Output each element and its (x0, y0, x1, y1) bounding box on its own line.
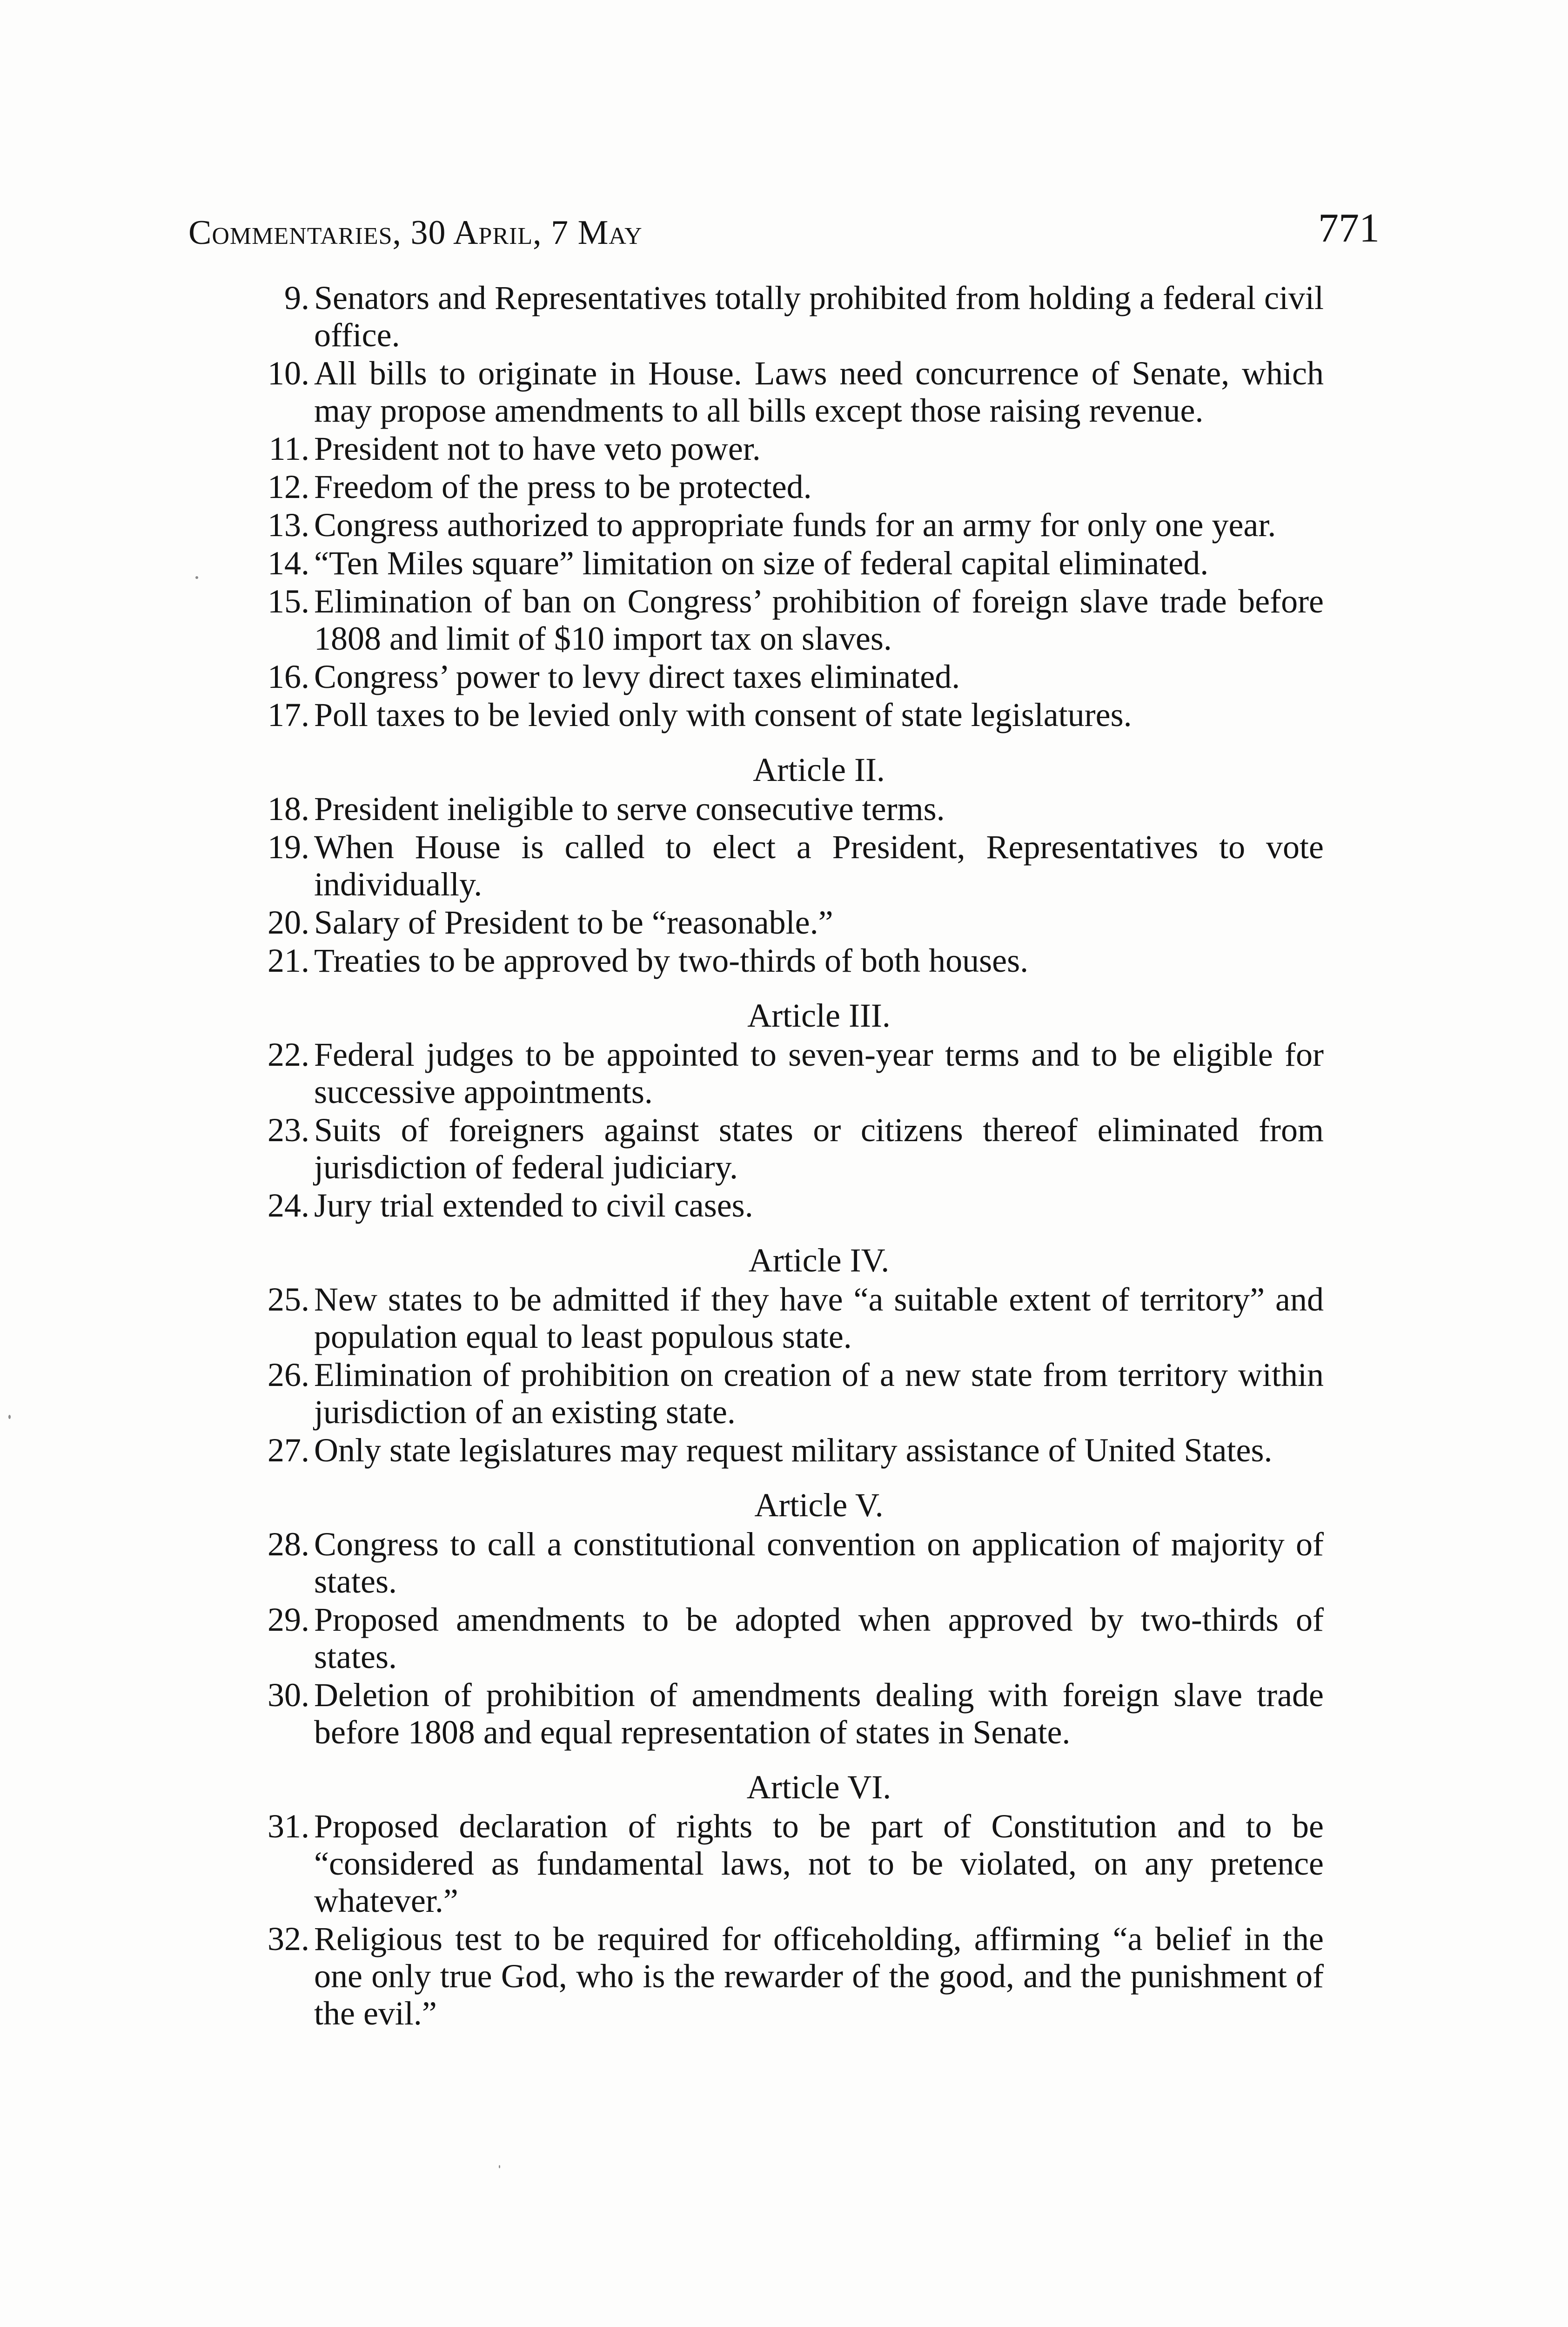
list-item (258, 1036, 1324, 1110)
running-head (188, 205, 1380, 261)
item-number: 12. (268, 468, 309, 505)
list-item (258, 828, 1324, 903)
item-number: 13. (268, 506, 309, 544)
scan-speck (195, 576, 198, 579)
item-text: Congress to call a constitutional convention on application of majority of states. (314, 1526, 1324, 1600)
running-title: Commentaries, 30 April, 7 May (188, 214, 643, 252)
item-number: 30. (268, 1676, 309, 1714)
section-heading: Article VI. (746, 1769, 891, 1806)
page-content (258, 279, 1324, 2033)
item-text: Religious test to be required for officeholding, affirming “a belief in the one only true God, who is the rewarder of the good, and the punishment of the evil.” (314, 1920, 1324, 2032)
list-item (258, 658, 1324, 695)
list-item (258, 430, 1324, 467)
item-text: Deletion of prohibition of amendments dealing with foreign slave trade before 1808 and equal representation of states in Senate. (314, 1676, 1324, 1751)
item-number: 11. (268, 430, 309, 467)
list-item (258, 506, 1324, 544)
item-text: New states to be admitted if they have “a suitable extent of territory” and population equal to least populous state. (314, 1281, 1324, 1355)
section-article-4 (258, 1242, 1324, 1469)
section-article-3 (258, 997, 1324, 1224)
item-number: 20. (268, 904, 309, 941)
list-item (258, 942, 1324, 979)
item-text: Proposed declaration of rights to be part of Constitution and to be “considered as fundamental laws, not to be violated, on any pretence whatever.” (314, 1808, 1324, 1919)
item-text: Elimination of prohibition on creation of a new state from territory within jurisdiction of an existing state. (314, 1356, 1324, 1431)
list-item (258, 279, 1324, 354)
list-item (258, 355, 1324, 429)
item-number: 14. (268, 545, 309, 582)
item-number: 18. (268, 790, 309, 827)
list-item (258, 1356, 1324, 1431)
item-number: 31. (268, 1808, 309, 1845)
item-text: Freedom of the press to be protected. (314, 468, 812, 505)
section-article-5 (258, 1486, 1324, 1751)
item-text: When House is called to elect a President, Representatives to vote individually. (314, 828, 1324, 903)
list-item (258, 1281, 1324, 1355)
item-number: 22. (268, 1036, 309, 1073)
section-heading: Article IV. (748, 1242, 890, 1279)
item-text: Only state legislatures may request military assistance of United States. (314, 1432, 1273, 1469)
item-number: 16. (268, 658, 309, 695)
item-text: President ineligible to serve consecutive terms. (314, 790, 945, 827)
item-number: 21. (268, 942, 309, 979)
item-number: 9. (284, 279, 309, 316)
scan-speck (8, 1415, 11, 1419)
item-text: All bills to originate in House. Laws need concurrence of Senate, which may propose amendments to all bills except those raising revenue. (314, 355, 1324, 429)
list-item (258, 904, 1324, 941)
item-text: Federal judges to be appointed to seven-year terms and to be eligible for successive appointments. (314, 1036, 1324, 1110)
list-item (258, 1920, 1324, 2032)
list-item (258, 1526, 1324, 1600)
list-item (258, 790, 1324, 827)
list-item (258, 1808, 1324, 1919)
item-number: 25. (268, 1281, 309, 1318)
list-item (258, 1676, 1324, 1751)
item-text: President not to have veto power. (314, 430, 761, 467)
item-text: Congress authorized to appropriate funds for an army for only one year. (314, 506, 1276, 544)
list-item (258, 1187, 1324, 1224)
item-number: 15. (268, 583, 309, 620)
item-text: Congress’ power to levy direct taxes eliminated. (314, 658, 960, 695)
section-article-6 (258, 1769, 1324, 2032)
list-item (258, 1432, 1324, 1469)
item-group-article-1 (258, 279, 1324, 733)
item-number: 27. (268, 1432, 309, 1469)
item-number: 32. (268, 1920, 309, 1957)
list-item (258, 1601, 1324, 1675)
scan-speck (499, 2165, 500, 2168)
page-number: 771 (1318, 206, 1380, 251)
item-number: 23. (268, 1111, 309, 1149)
section-heading: Article V. (754, 1486, 884, 1524)
list-item (258, 468, 1324, 505)
list-item (258, 545, 1324, 582)
list-item (258, 696, 1324, 733)
item-text: Salary of President to be “reasonable.” (314, 904, 833, 941)
list-item (258, 583, 1324, 657)
item-text: Suits of foreigners against states or citizens thereof eliminated from jurisdiction of federal judiciary. (314, 1111, 1324, 1186)
section-article-2 (258, 751, 1324, 979)
item-text: Elimination of ban on Congress’ prohibition of foreign slave trade before 1808 and limit of $10 import tax on slaves. (314, 583, 1324, 657)
item-text: Poll taxes to be levied only with consent of state legislatures. (314, 696, 1132, 733)
section-heading: Article II. (753, 751, 885, 788)
item-number: 10. (268, 355, 309, 392)
item-number: 24. (268, 1187, 309, 1224)
list-item (258, 1111, 1324, 1186)
item-number: 29. (268, 1601, 309, 1638)
item-text: Proposed amendments to be adopted when approved by two-thirds of states. (314, 1601, 1324, 1675)
item-text: “Ten Miles square” limitation on size of federal capital eliminated. (314, 545, 1209, 582)
item-number: 26. (268, 1356, 309, 1393)
item-number: 19. (268, 828, 309, 866)
item-text: Treaties to be approved by two-thirds of both houses. (314, 942, 1029, 979)
item-text: Senators and Representatives totally prohibited from holding a federal civil office. (314, 279, 1324, 354)
item-number: 28. (268, 1526, 309, 1563)
item-number: 17. (268, 696, 309, 733)
item-text: Jury trial extended to civil cases. (314, 1187, 753, 1224)
section-heading: Article III. (747, 997, 891, 1034)
